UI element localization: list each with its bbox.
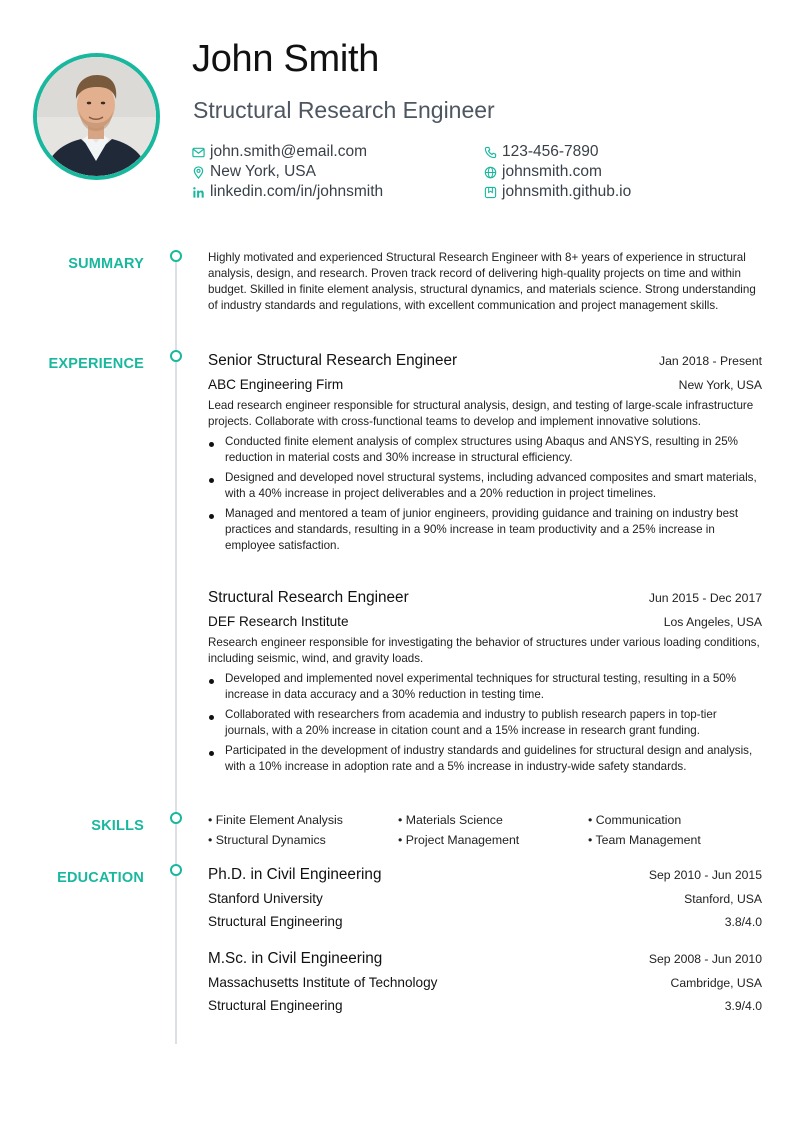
linkedin-text: linkedin.com/in/johnsmith [210,183,384,200]
position-title: Structural Research Engineer [208,589,409,606]
achievement-list [208,434,762,554]
profile-photo [33,53,160,180]
github-text: johnsmith.github.io [502,183,632,200]
github-icon [484,186,497,199]
location-contact [192,162,316,182]
list-item: Collaborated with researchers from academia and industry to publish research papers in top-tier journals, with a 20% increase in citation count and a 15% increase in research grant funding. [208,707,762,739]
location-text: New York, USA [210,163,316,180]
timeline-dot-education [170,864,182,876]
education-entry [208,949,762,1017]
linkedin-icon [192,186,205,199]
email-text: john.smith@email.com [210,143,368,160]
avatar [37,57,156,176]
company-name: DEF Research Institute [208,614,349,629]
school-location: Stanford, USA [684,892,762,906]
school-location: Cambridge, USA [670,976,762,990]
email-contact[interactable] [192,142,367,162]
school-name: Stanford University [208,891,323,906]
github-contact[interactable] [484,182,631,202]
globe-icon [484,166,497,179]
list-item: Developed and implemented novel experimental techniques for structural testing, resulting in a 50% increase in data accuracy and a 30% reduction in testing time. [208,671,762,703]
degree-title: Ph.D. in Civil Engineering [208,866,382,883]
field-of-study: Structural Engineering [208,998,343,1013]
experience-entry [208,588,762,779]
company-location: New York, USA [678,378,762,392]
degree-title: M.Sc. in Civil Engineering [208,950,383,967]
skill-item: • Project Management [398,833,520,847]
location-pin-icon [192,166,205,179]
timeline-line [175,262,177,1044]
timeline-dot-experience [170,350,182,362]
skill-item: • Communication [588,813,682,827]
phone-contact[interactable] [484,142,599,162]
gpa: 3.9/4.0 [724,999,762,1013]
company-location: Los Angeles, USA [663,615,762,629]
list-item: Designed and developed novel structural systems, including advanced composites and smart materials, with a 40% increase in project deliverables and a 20% reduction in project timelines. [208,470,762,502]
mail-icon [192,146,205,159]
field-of-study: Structural Engineering [208,914,343,929]
skill-item: • Finite Element Analysis [208,813,343,827]
person-name: John Smith [192,38,380,80]
website-contact[interactable] [484,162,602,182]
timeline-dot-skills [170,812,182,824]
summary-heading: SUMMARY [68,256,144,272]
position-description: Research engineer responsible for investigating the behavior of structures under various loading conditions, including seismic, wind, and gravity loads. [208,636,760,665]
portrait-image [37,57,156,176]
skill-item: • Team Management [588,833,701,847]
skill-item: • Materials Science [398,813,503,827]
linkedin-contact[interactable] [192,182,383,202]
skills-grid [208,812,762,848]
degree-dates: Sep 2008 - Jun 2010 [648,952,762,966]
website-text: johnsmith.com [502,163,602,180]
position-dates: Jun 2015 - Dec 2017 [648,591,762,605]
achievement-list [208,671,762,775]
skill-item: • Structural Dynamics [208,833,326,847]
position-dates: Jan 2018 - Present [659,354,762,368]
summary-section [208,250,762,314]
gpa: 3.8/4.0 [724,915,762,929]
list-item: Managed and mentored a team of junior engineers, providing guidance and training on industry best practices and standards, resulting in a 90% increase in team productivity and a 25% increase in employee satisfaction. [208,506,762,554]
school-name: Massachusetts Institute of Technology [208,975,438,990]
education-heading: EDUCATION [57,870,144,886]
position-description: Lead research engineer responsible for structural analysis, design, and testing of large-scale infrastructure projects. Collaborate with cross-functional teams to develop and implement innovative solutions. [208,399,754,428]
job-title-heading: Structural Research Engineer [193,97,495,123]
company-name: ABC Engineering Firm [208,377,344,392]
position-title: Senior Structural Research Engineer [208,352,458,369]
summary-text: Highly motivated and experienced Structural Research Engineer with 8+ years of experience in structural analysis, design, and research. Proven track record of delivering high-quality projects on time and within budget. Skilled in finite element analysis, structural dynamics, and materials science. Strong understanding of industry standards and regulations, with excellent communication and project management skills. [208,251,756,312]
experience-entry [208,351,762,558]
skills-heading: SKILLS [91,818,144,834]
phone-icon [484,146,497,159]
phone-text: 123-456-7890 [502,143,599,160]
education-entry [208,865,762,933]
experience-heading: EXPERIENCE [48,356,144,372]
timeline-dot-summary [170,250,182,262]
degree-dates: Sep 2010 - Jun 2015 [648,868,762,882]
list-item: Conducted finite element analysis of complex structures using Abaqus and ANSYS, resulting in 25% reduction in material costs and 30% increase in structural efficiency. [208,434,762,466]
skills-section [208,812,762,848]
list-item: Participated in the development of industry standards and guidelines for structural design and analysis, with a 10% increase in adoption rate and a 5% increase in industry-wide safety standards. [208,743,762,775]
